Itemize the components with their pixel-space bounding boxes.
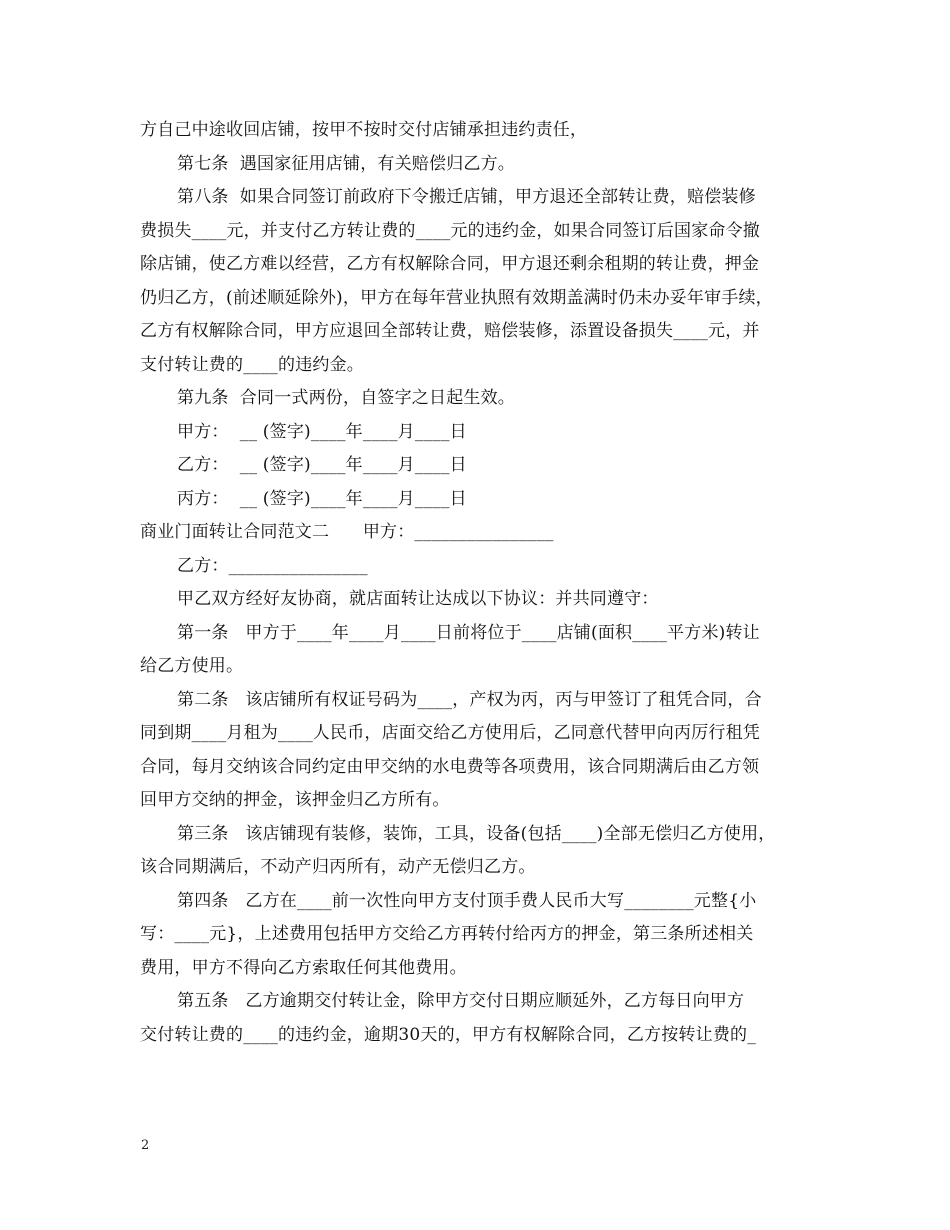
text-line: 商业门面转让合同范文二 甲方：________________ bbox=[140, 522, 554, 542]
text-line: 乙方：________________ bbox=[177, 555, 368, 576]
text-line: 给乙方使用。 bbox=[140, 656, 244, 676]
text-line: 仍归乙方，(前述顺延除外)，甲方在每年营业执照有效期盖满时仍未办妥年审手续， bbox=[140, 287, 773, 308]
text-line: 甲乙双方经好友协商，就店面转让达成以下协议：并共同遵守： bbox=[177, 589, 659, 609]
text-line: 合同，每月交纳该合同约定由甲交纳的水电费等各项费用，该合同期满后由乙方领 bbox=[140, 756, 760, 777]
text-line: 费损失____元，并支付乙方转让费的____元的违约金，如果合同签订后国家命令撤 bbox=[140, 220, 760, 241]
text-line: 乙方有权解除合同，甲方应退回全部转让费，赔偿装修，添置设备损失____元，并 bbox=[140, 321, 760, 341]
text-line: 第五条 乙方逾期交付转让金，除甲方交付日期应顺延外，乙方每日向甲方 bbox=[177, 991, 745, 1011]
text-line: 第二条 该店铺所有权证号码为____，产权为丙，丙与甲签订了租凭合同，合 bbox=[177, 689, 762, 710]
text-line: 回甲方交纳的押金，该押金归乙方所有。 bbox=[140, 790, 450, 810]
text-line: 第三条 该店铺现有装修，装饰，工具，设备(包括____)全部无偿归乙方使用， bbox=[177, 823, 776, 844]
contract-body bbox=[140, 114, 820, 1052]
page-number: 2 bbox=[141, 1138, 150, 1153]
text-line: 同到期____月租为____人民币，店面交给乙方使用后，乙同意代替甲向丙厉行租凭 bbox=[140, 723, 760, 743]
text-line: 该合同期满后，不动产归丙所有，动产无偿归乙方。 bbox=[140, 857, 536, 877]
text-line: 乙方： __ (签字)____年____月____日 bbox=[177, 455, 467, 475]
text-line: 费用，甲方不得向乙方索取任何其他费用。 bbox=[140, 957, 467, 978]
text-line: 丙方： __ (签字)____年____月____日 bbox=[177, 488, 467, 509]
text-line: 写：____元}，上述费用包括甲方交给乙方再转付给丙方的押金，第三条所述相关 bbox=[140, 924, 754, 944]
text-line: 第四条 乙方在____前一次性向甲方支付顶手费人民币大写________元整{小 bbox=[177, 890, 757, 911]
text-line: 甲方： __ (签字)____年____月____日 bbox=[177, 421, 467, 442]
text-line: 除店铺，使乙方难以经营，乙方有权解除合同，甲方退还剩余租期的转让费，押金 bbox=[140, 254, 760, 274]
text-line: 第七条 遇国家征用店铺，有关赔偿归乙方。 bbox=[177, 153, 516, 174]
text-line: 支付转让费的____的违约金。 bbox=[140, 354, 364, 375]
text-line: 方自己中途收回店铺，按甲不按时交付店铺承担违约责任， bbox=[140, 120, 588, 140]
text-line: 交付转让费的____的违约金，逾期30天的，甲方有权解除合同，乙方按转让费的_ bbox=[140, 1024, 756, 1045]
text-line: 第八条 如果合同签订前政府下令搬迁店铺，甲方退还全部转让费，赔偿装修 bbox=[177, 187, 756, 207]
text-line: 第一条 甲方于____年____月____日前将位于____店铺(面积____平方米)转让 bbox=[177, 622, 760, 643]
text-line: 第九条 合同一式两份，自签字之日起生效。 bbox=[177, 388, 516, 408]
